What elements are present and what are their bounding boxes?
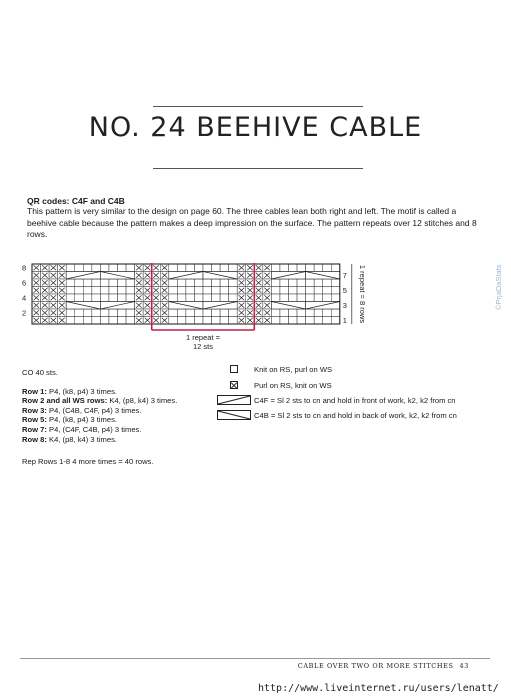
chart-cell [306, 317, 315, 325]
chart-cell [194, 294, 203, 302]
legend-text: Knit on RS, purl on WS [254, 364, 333, 374]
chart-cell [280, 287, 289, 295]
row-text: P4, (k8, p4) 3 times. [49, 415, 117, 425]
page-footer [298, 662, 469, 670]
chart-cell [271, 264, 280, 272]
chart-cell [271, 309, 280, 317]
chart-cell [194, 279, 203, 287]
chart-cell [169, 294, 178, 302]
repeat-sts-label-line1: 1 repeat = [186, 333, 220, 342]
chart-cell [323, 279, 332, 287]
chart-cell [229, 309, 238, 317]
row-label: Row 7: [22, 424, 47, 434]
repeat-note: Rep Rows 1-8 4 more times = 40 rows. [22, 457, 154, 466]
chart-cell [126, 317, 135, 325]
chart-cell [212, 294, 221, 302]
chart-cell [92, 317, 101, 325]
chart-cell [323, 294, 332, 302]
chart-cell [220, 317, 229, 325]
chart-cell [289, 264, 298, 272]
chart-cell [331, 279, 340, 287]
chart-cell [92, 294, 101, 302]
chart-cell [289, 279, 298, 287]
chart-cell [109, 317, 118, 325]
chart-cell [169, 317, 178, 325]
row-label-left: 8 [22, 263, 27, 273]
row-text: P4, (k8, p4) 3 times. [49, 386, 117, 396]
footer-section: CABLE OVER TWO OR MORE STITCHES [297, 662, 454, 670]
legend-text: Purl on RS, knit on WS [254, 380, 332, 390]
instruction-row-1 [22, 387, 227, 397]
chart-cell [186, 279, 195, 287]
chart-cell [118, 309, 127, 317]
row-label-left: 6 [22, 278, 27, 288]
chart-cell [75, 279, 84, 287]
chart-cell [100, 264, 109, 272]
chart-cell [194, 317, 203, 325]
chart-cell [280, 294, 289, 302]
chart-cell [314, 309, 323, 317]
chart-cell [289, 287, 298, 295]
chart-cell [169, 264, 178, 272]
chart-cell [194, 287, 203, 295]
row-label: Row 5: [22, 415, 47, 425]
cast-on-text: CO 40 sts. [22, 368, 58, 377]
chart-cell [297, 287, 306, 295]
chart-cell [331, 317, 340, 325]
chart-cell [83, 309, 92, 317]
chart-cell [271, 287, 280, 295]
chart-cell [203, 264, 212, 272]
legend-text: C4B = Sl 2 sts to cn and hold in back of work, k2, k2 from cn [254, 410, 457, 420]
chart-cell [100, 279, 109, 287]
chart-cell [220, 264, 229, 272]
chart-cell [92, 287, 101, 295]
chart-cell [83, 317, 92, 325]
chart-cell [118, 264, 127, 272]
chart-cell [118, 317, 127, 325]
chart-cell [92, 309, 101, 317]
chart-cell [280, 317, 289, 325]
chart-cell [314, 264, 323, 272]
chart-cell [280, 309, 289, 317]
chart-cell [323, 264, 332, 272]
legend-knit [216, 363, 332, 375]
chart-cell [83, 294, 92, 302]
chart-cell [169, 287, 178, 295]
row-label: Row 1: [22, 386, 47, 396]
chart-cell [212, 287, 221, 295]
page-number: 43 [459, 662, 469, 670]
c4b-symbol-icon [217, 410, 251, 420]
row-label-right: 1 [342, 316, 347, 325]
chart-cell [109, 287, 118, 295]
chart-cell [126, 279, 135, 287]
chart-cell [126, 309, 135, 317]
chart-cell [331, 287, 340, 295]
chart-cell [297, 317, 306, 325]
chart-cell [229, 294, 238, 302]
chart-cell [323, 309, 332, 317]
chart-cell [220, 309, 229, 317]
chart-cell [212, 279, 221, 287]
title-bottom-rule [153, 168, 363, 169]
chart-cell [83, 287, 92, 295]
row-label: Row 8: [22, 434, 47, 444]
knitting-chart [20, 262, 367, 354]
chart-cell [194, 264, 203, 272]
chart-cell [271, 317, 280, 325]
chart-cell [177, 264, 186, 272]
chart-cell [229, 317, 238, 325]
chart-cell [66, 264, 75, 272]
row-label-right: 7 [342, 271, 347, 280]
chart-cell [280, 279, 289, 287]
chart-cell [331, 309, 340, 317]
chart-cell [66, 294, 75, 302]
chart-cell [100, 309, 109, 317]
chart-cell [271, 279, 280, 287]
chart-cell [109, 264, 118, 272]
chart-cell [297, 264, 306, 272]
chart-cell [314, 317, 323, 325]
chart-cell [203, 317, 212, 325]
chart-cell [203, 309, 212, 317]
chart-cell [66, 309, 75, 317]
chart-cell [92, 279, 101, 287]
chart-cell [297, 309, 306, 317]
chart-cell [331, 264, 340, 272]
chart-cell [186, 317, 195, 325]
chart-cell [169, 309, 178, 317]
row-label-left: 4 [22, 293, 27, 303]
chart-cell [306, 294, 315, 302]
chart-cell [75, 317, 84, 325]
chart-cell [220, 287, 229, 295]
row-label-left: 2 [22, 308, 27, 318]
chart-cell [212, 309, 221, 317]
chart-cell [314, 294, 323, 302]
chart-cell [203, 279, 212, 287]
chart-cell [271, 294, 280, 302]
chart-cell [289, 317, 298, 325]
chart-cell [229, 279, 238, 287]
chart-cell [323, 287, 332, 295]
chart-cell [177, 279, 186, 287]
chart-cell [109, 294, 118, 302]
chart-cell [118, 287, 127, 295]
chart-cell [66, 279, 75, 287]
row-text: K4, (p8, k4) 3 times. [49, 434, 117, 444]
instruction-row-2 [22, 396, 227, 406]
repeat-sts-label-line2: 12 sts [192, 342, 214, 351]
chart-cell [306, 279, 315, 287]
chart-cell [314, 287, 323, 295]
chart-cell [169, 279, 178, 287]
chart-cell [177, 309, 186, 317]
chart-cell [280, 264, 289, 272]
footer-rule [20, 658, 490, 659]
legend-purl [216, 379, 332, 391]
chart-cell [306, 309, 315, 317]
chart-cell [75, 264, 84, 272]
chart-cell [186, 264, 195, 272]
legend-text: C4F = Sl 2 sts to cn and hold in front of work, k2, k2 from cn [254, 395, 456, 405]
chart-cell [66, 317, 75, 325]
row-label-right: 5 [342, 286, 347, 295]
legend-c4b [216, 409, 457, 421]
chart-cell [100, 287, 109, 295]
row-text: P4, (C4B, C4F, p4) 3 times. [49, 405, 142, 415]
chart-cell [194, 309, 203, 317]
chart-cell [297, 294, 306, 302]
chart-cell [297, 279, 306, 287]
row-text: P4, (C4F, C4B, p4) 3 times. [49, 424, 142, 434]
legend-c4f [216, 394, 456, 406]
row-label-right: 3 [342, 301, 347, 310]
chart-cell [212, 264, 221, 272]
chart-cell [109, 279, 118, 287]
chart-cell [323, 317, 332, 325]
chart-cell [83, 264, 92, 272]
qr-codes-heading: QR codes: C4F and C4B [27, 196, 125, 206]
chart-cell [92, 264, 101, 272]
chart-cell [177, 294, 186, 302]
row-instructions [22, 368, 227, 444]
chart-cell [75, 309, 84, 317]
chart-cell [186, 287, 195, 295]
chart-cell [331, 294, 340, 302]
instruction-row-3 [22, 406, 227, 416]
row-label: Row 2 and all WS rows: [22, 396, 108, 406]
chart-cell [75, 294, 84, 302]
chart-cell [220, 294, 229, 302]
chart-cell [203, 294, 212, 302]
title-top-rule [153, 106, 363, 107]
chart-cell [177, 287, 186, 295]
chart-cell [289, 294, 298, 302]
row-label: Row 3: [22, 405, 47, 415]
chart-cell [100, 294, 109, 302]
chart-cell [186, 294, 195, 302]
chart-cell [100, 317, 109, 325]
chart-cell [203, 287, 212, 295]
instruction-row-4 [22, 415, 227, 425]
chart-cell [306, 287, 315, 295]
chart-cell [109, 309, 118, 317]
intro-paragraph: This pattern is very similar to the design on page 60. The three cables lean both right and left. The motif is called a beehive cable because the pattern makes a deep impression on the surface. The pattern repeats over 12 stitches and 8 rows. [27, 206, 477, 239]
chart-cell [229, 264, 238, 272]
chart-cell [126, 264, 135, 272]
chart-cell [118, 279, 127, 287]
chart-svg [20, 262, 367, 354]
instruction-row-6 [22, 435, 227, 445]
chart-cell [83, 279, 92, 287]
chart-cell [289, 309, 298, 317]
c4f-symbol-icon [217, 395, 251, 405]
chart-cell [186, 309, 195, 317]
chart-cell [118, 294, 127, 302]
chart-cell [126, 294, 135, 302]
page-title: NO. 24 BEEHIVE CABLE [88, 112, 423, 143]
chart-cell [177, 317, 186, 325]
chart-cell [229, 287, 238, 295]
row-text: K4, (p8, k4) 3 times. [109, 396, 178, 406]
chart-cell [75, 287, 84, 295]
source-url: http://www.liveinternet.ru/users/lenatt/ [258, 683, 499, 694]
x-square-icon [230, 381, 238, 389]
chart-cell [220, 279, 229, 287]
empty-square-icon [230, 365, 238, 373]
side-watermark: ©PrjaDaStats [494, 264, 503, 310]
repeat-rows-label: 1 repeat = 8 rows [357, 264, 367, 324]
chart-cell [306, 264, 315, 272]
instruction-row-5 [22, 425, 227, 435]
chart-cell [314, 279, 323, 287]
chart-cell [66, 287, 75, 295]
chart-cell [212, 317, 221, 325]
chart-cell [126, 287, 135, 295]
